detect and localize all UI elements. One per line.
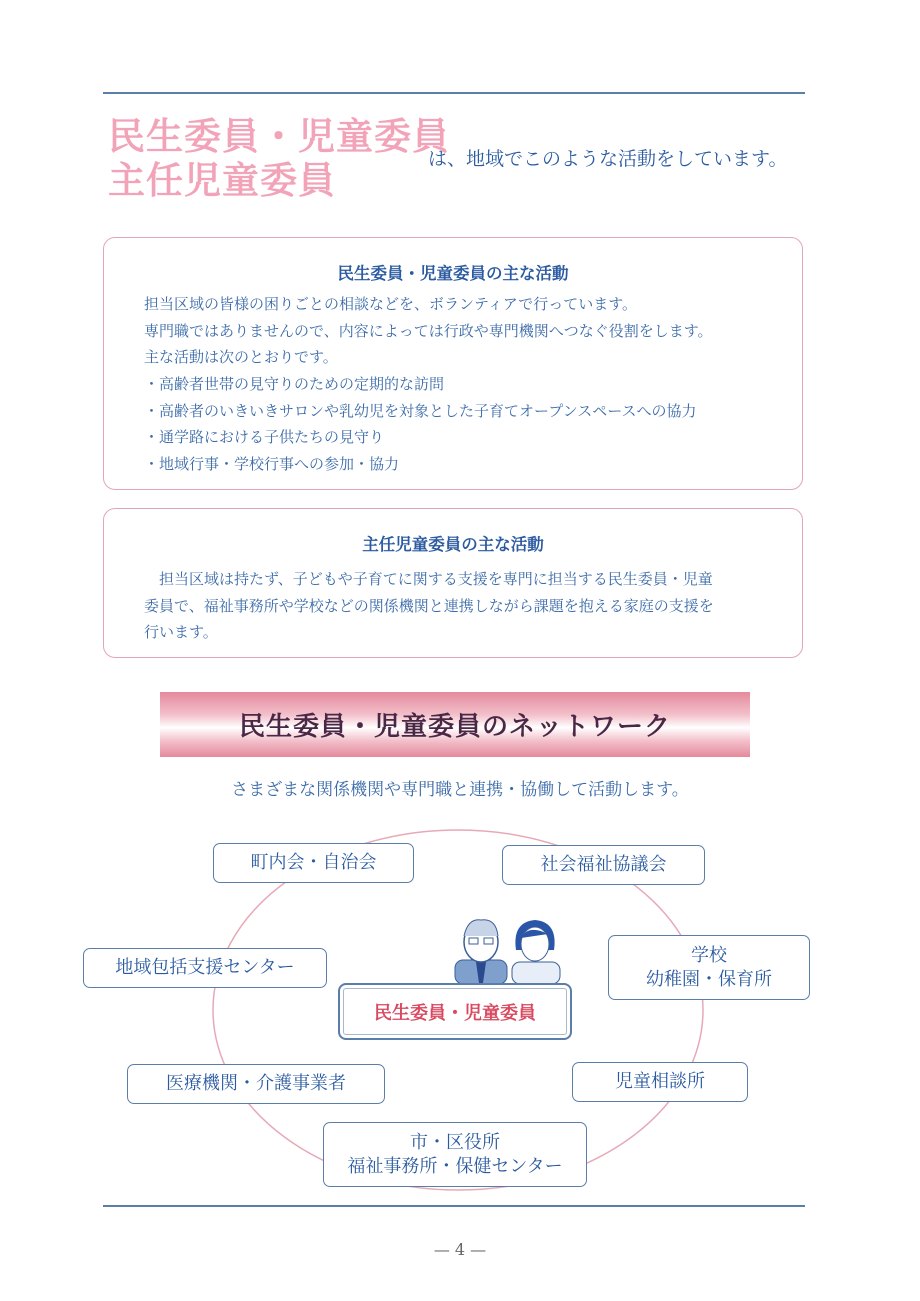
box-line: 担当区域は持たず、子どもや子育てに関する支援を専門に担当する民生委員・児童 [144, 570, 713, 588]
lead-text: は、地域でこのような活動をしています。 [428, 148, 788, 170]
node-houkatsu: 地域包括支援センター [83, 948, 327, 988]
node-city: 市・区役所 福祉事務所・保健センター [323, 1122, 587, 1187]
node-chonaikai: 町内会・自治会 [213, 843, 414, 883]
list-item: ・高齢者世帯の見守りのための定期的な訪問 [144, 375, 445, 393]
people-illustration-icon [455, 920, 560, 984]
box-line: 主な活動は次のとおりです。 [144, 348, 338, 366]
node-school: 学校 幼稚園・保育所 [608, 935, 810, 1000]
box-heading: 主任児童委員の主な活動 [362, 535, 544, 554]
center-minsei: 民生委員・児童委員 [338, 983, 572, 1040]
node-iryo: 医療機関・介護事業者 [127, 1064, 385, 1104]
box-line: 行います。 [144, 623, 218, 641]
list-item: ・高齢者のいきいきサロンや乳幼児を対象とした子育てオープンスペースへの協力 [144, 402, 697, 420]
page-number: — 4 — [433, 1240, 487, 1259]
box-line: 委員で、福祉事務所や学校などの関係機関と連携しながら課題を抱える家庭の支援を [144, 597, 714, 615]
banner-title: 民生委員・児童委員のネットワーク [238, 712, 671, 742]
box-heading: 民生委員・児童委員の主な活動 [337, 264, 569, 283]
node-shakyo: 社会福祉協議会 [502, 845, 705, 885]
node-jido: 児童相談所 [572, 1062, 748, 1102]
network-subtitle: さまざまな関係機関や専門職と連携・協働して活動します。 [231, 780, 689, 800]
list-item: ・通学路における子供たちの見守り [144, 428, 385, 446]
title-line-2: 主任児童委員 [108, 159, 336, 202]
box-line: 専門職ではありませんので、内容によっては行政や専門機関へつなぐ役割をします。 [144, 322, 713, 340]
title-line-1: 民生委員・児童委員 [108, 115, 450, 158]
box-line: 担当区域の皆様の困りごとの相談などを、ボランティアで行っています。 [144, 295, 638, 313]
list-item: ・地域行事・学校行事への参加・協力 [144, 455, 400, 473]
bottom-divider [103, 1205, 805, 1207]
